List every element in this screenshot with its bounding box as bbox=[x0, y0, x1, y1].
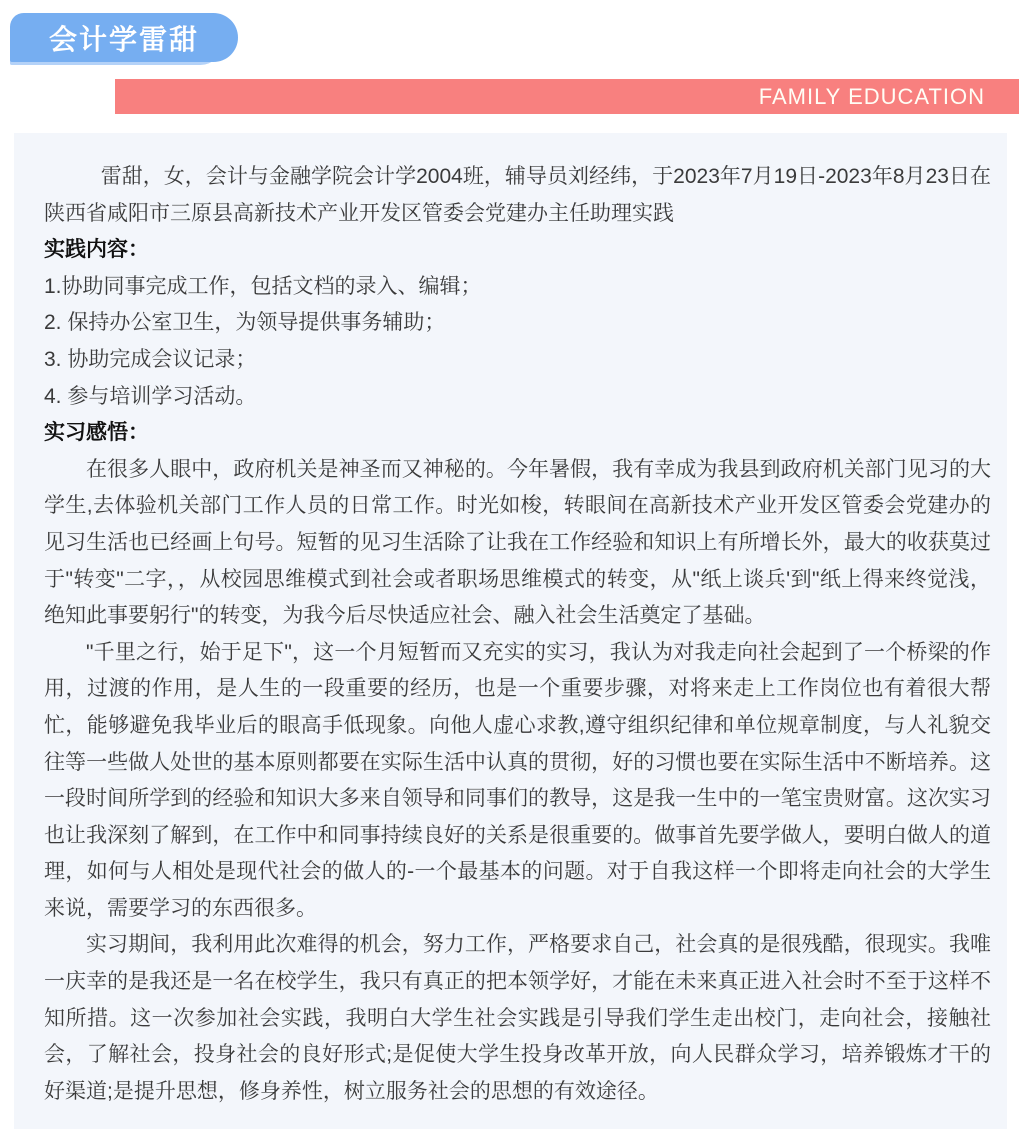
practice-list-item: 2. 保持办公室卫生，为领导提供事务辅助； bbox=[44, 311, 446, 335]
section-title-internship-reflection: 实习感悟： bbox=[44, 421, 149, 445]
author-badge bbox=[10, 13, 238, 62]
category-banner bbox=[115, 79, 1019, 114]
section-title-practice-content: 实践内容： bbox=[44, 238, 149, 262]
practice-list-item: 4. 参与培训学习活动。 bbox=[44, 384, 257, 408]
reflection-paragraph: 实习期间，我利用此次难得的机会，努力工作，严格要求自己，社会真的是很残酷，很现实。我唯一庆幸的是我还是一名在校学生，我只有真正的把本领学好，才能在未来真正进入社会时不至于这样不知所措。这一次参加社会实践，我明白大学生社会实践是引导我们学生走出校门，走向社会，接触社会，了解社会，投身社会的良好形式;是促使大学生投身改革开放，向人民群众学习，培养锻炼才干的好渠道;是提升思想，修身养性，树立服务社会的思想的有效途径。 bbox=[44, 933, 991, 1103]
author-badge-label: 会计学雷甜 bbox=[48, 23, 199, 55]
category-banner-label: FAMILY EDUCATION bbox=[758, 83, 985, 109]
practice-list-item: 1.协助同事完成工作，包括文档的录入、编辑； bbox=[44, 274, 482, 298]
reflection-paragraph: "千里之行，始于足下"，这一个月短暂而又充实的实习，我认为对我走向社会起到了一个桥梁的作用，过渡的作用，是人生的一段重要的经历，也是一个重要步骤，对将来走上工作岗位也有着很大帮忙，能够避免我毕业后的眼高手低现象。向他人虚心求教,遵守组织纪律和单位规章制度，与人礼貌交往等一些做人处世的基本原则都要在实际生活中认真的贯彻，好的习惯也要在实际生活中不断培养。这一段时间所学到的经验和知识大多来自领导和同事们的教导，这是我一生中的一笔宝贵财富。这次实习也让我深刻了解到，在工作中和同事持续良好的关系是很重要的。做事首先要学做人，要明白做人的道理，如何与人相处是现代社会的做人的-一个最基本的问题。对于自我这样一个即将走向社会的大学生来说，需要学习的东西很多。 bbox=[44, 640, 991, 920]
article-body bbox=[14, 133, 1007, 1129]
reflection-paragraph: 在很多人眼中，政府机关是神圣而又神秘的。今年暑假，我有幸成为我县到政府机关部门见习的大学生,去体验机关部门工作人员的日常工作。时光如梭，转眼间在高新技术产业开发区管委会党建办的见习生活也已经画上句号。短暂的见习生活除了让我在工作经验和知识上有所增长外，最大的收获莫过于"转变"二字，，从校园思维模式到社会或者职场思维模式的转变，从"纸上谈兵'到"纸上得来终觉浅，绝知此事要躬行"的转变，为我今后尽快适应社会、融入社会生活奠定了基础。 bbox=[44, 457, 991, 628]
intro-paragraph: 雷甜，女，会计与金融学院会计学2004班，辅导员刘经纬，于2023年7月19日-2023年8月23日在陕西省咸阳市三原县高新技术产业开发区管委会党建办主任助理实践 bbox=[44, 165, 991, 225]
practice-list-item: 3. 协助完成会议记录； bbox=[44, 347, 257, 371]
author-badge-group bbox=[10, 13, 238, 71]
